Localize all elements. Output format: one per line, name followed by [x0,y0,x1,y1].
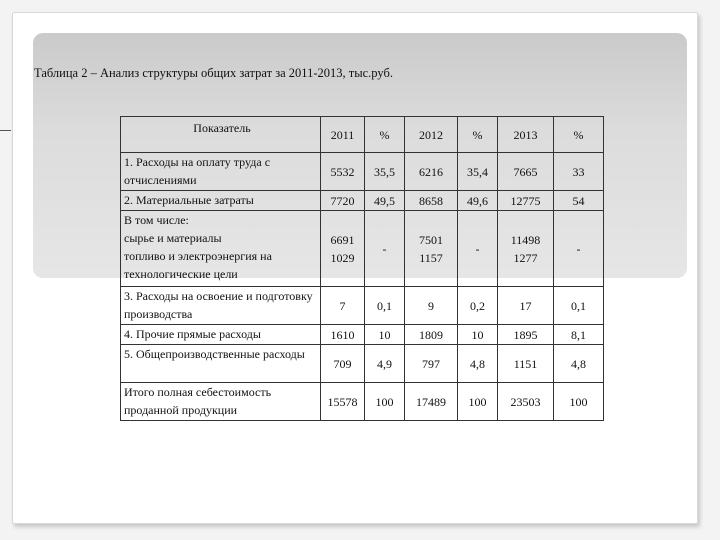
table-row [121,287,604,325]
cell-value: 7 [321,287,365,325]
table-row-total [121,383,604,421]
fuel-energy-label: топливо и электроэнергия на технологические цели [124,249,272,281]
cell-value: 15578 [321,383,365,421]
header-pct-2013: % [554,117,604,153]
cell-value: 4,8 [554,345,604,383]
header-2011: 2011 [321,117,365,153]
cell-value: - [554,211,604,287]
cell-value: 17 [498,287,554,325]
cell-value: 10 [458,325,498,345]
cell-value: 4,8 [458,345,498,383]
cell-value: 12775 [498,191,554,211]
cell-value: 1809 [405,325,458,345]
cell-value: 7720 [321,191,365,211]
cell-value: 6691 1029 [321,211,365,287]
cell-value: 0,2 [458,287,498,325]
header-pct-2011: % [365,117,405,153]
header-2013: 2013 [498,117,554,153]
cell-value: 7501 1157 [405,211,458,287]
cell-value: 49,6 [458,191,498,211]
cell-value: 33 [554,153,604,191]
cell-value: 8,1 [554,325,604,345]
row-label: 2. Материальные затраты [121,191,321,211]
cell-value: 0,1 [554,287,604,325]
cell-value: 10 [365,325,405,345]
header-row [121,117,604,153]
cell-value: 0,1 [365,287,405,325]
cell-value: 54 [554,191,604,211]
cell-value: 797 [405,345,458,383]
row-label: 1. Расходы на оплату труда с отчислениями [121,153,321,191]
row-label: 4. Прочие прямые расходы [121,325,321,345]
cell-value: 5532 [321,153,365,191]
cell-value: 1895 [498,325,554,345]
cell-value: 100 [554,383,604,421]
table-row [121,153,604,191]
side-marker [0,130,11,131]
header-2012: 2012 [405,117,458,153]
cell-value: 8658 [405,191,458,211]
raw-materials-label: сырье и материалы [124,231,222,245]
table-row [121,191,604,211]
including-label: В том числе: [124,213,189,227]
table-row [121,325,604,345]
cell-value: 7665 [498,153,554,191]
cell-value: - [365,211,405,287]
header-indicator: Показатель [121,117,321,153]
row-label: 3. Расходы на освоение и подготовку производства [121,287,321,325]
cell-value: - [458,211,498,287]
cell-value: 35,4 [458,153,498,191]
table-row [121,211,604,287]
cell-value: 100 [458,383,498,421]
cell-value: 1151 [498,345,554,383]
cell-value: 49,5 [365,191,405,211]
cell-value: 709 [321,345,365,383]
cell-value: 23503 [498,383,554,421]
row-label-including [121,211,321,287]
cell-value: 6216 [405,153,458,191]
cell-value: 35,5 [365,153,405,191]
cell-value: 100 [365,383,405,421]
cell-value: 9 [405,287,458,325]
cell-value: 11498 1277 [498,211,554,287]
table-caption: Таблица 2 – Анализ структуры общих затрат за 2011-2013, тыс.руб. [34,66,393,80]
row-label: Итого полная себестоимость проданной продукции [121,383,321,421]
cell-value: 17489 [405,383,458,421]
cell-value: 4,9 [365,345,405,383]
cell-value: 1610 [321,325,365,345]
row-label: 5. Общепроизводственные расходы [121,345,321,383]
header-pct-2012: % [458,117,498,153]
table-row [121,345,604,383]
cost-structure-table [120,116,604,421]
